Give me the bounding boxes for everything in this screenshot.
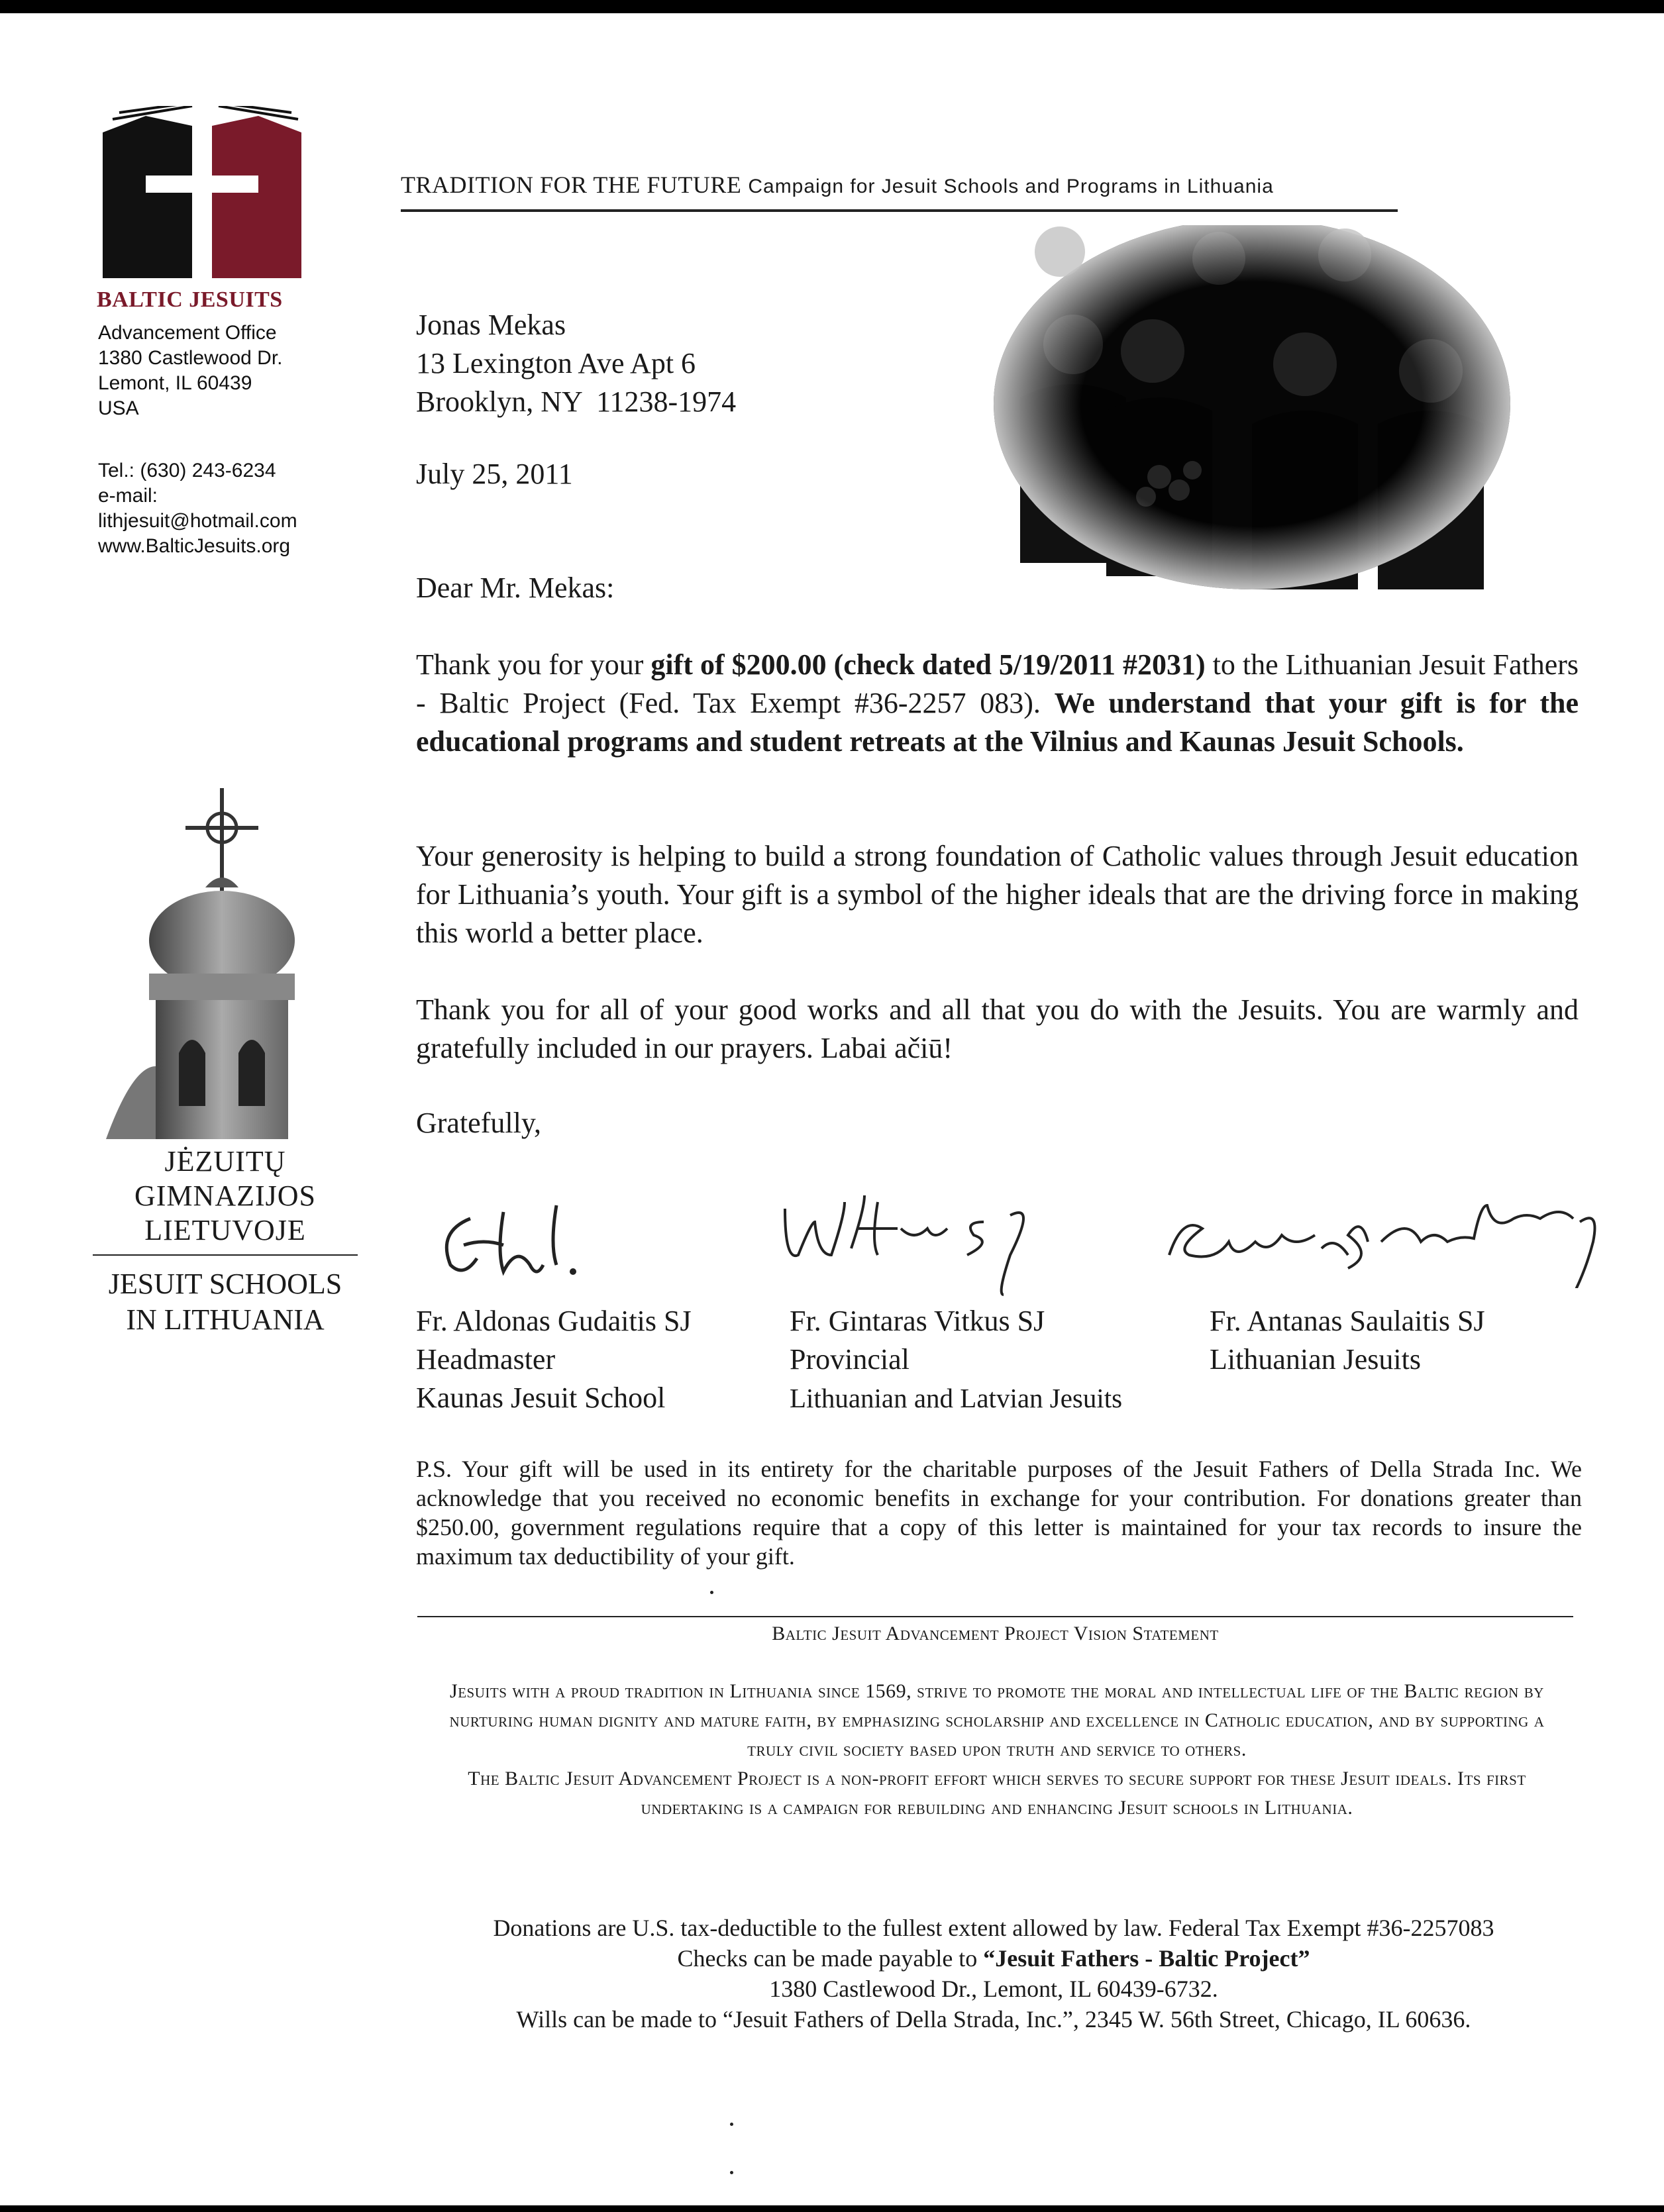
vision-paragraph-2: The Baltic Jesuit Advancement Project is a non-profit effort which serves to secure support for these Jesuit ideals. Its first undertaking is a campaign for rebuilding and enhancing Jesuit schools in Lithuania. [468, 1768, 1526, 1819]
campaign-subtitle: Campaign for Jesuit Schools and Programs in Lithuania [748, 176, 1274, 197]
signer-dept: Lithuanian and Latvian Jesuits [790, 1383, 1123, 1413]
gift-amount: gift of $200.00 (check dated 5/19/2011 #2031) [650, 648, 1206, 681]
postscript: P.S. Your gift will be used in its entirety for the charitable purposes of the Jesuit Fathers of Della Strada Inc. We acknowledge that you received no economic benefits in exchange for your contribution. For donations greater than $250.00, government regulations require that a copy of this letter is maintained for your tax records to insure the maximum tax deductibility of your gift. [416, 1456, 1582, 1570]
scan-speck [710, 1591, 713, 1594]
org-contact: Tel.: (630) 243-6234 e-mail: lithjesuit@hotmail.com www.BalticJesuits.org [98, 460, 297, 557]
signature-saulaitis [1156, 1202, 1620, 1288]
closing: Gratefully, [416, 1107, 541, 1139]
signature-vitkus [772, 1189, 1057, 1301]
vision-title: Baltic Jesuit Advancement Project Vision Statement [772, 1623, 1219, 1644]
letter-date: July 25, 2011 [416, 458, 573, 490]
donation-line-3: 1380 Castlewood Dr., Lemont, IL 60439-6732. [769, 1976, 1218, 2002]
donation-line-2 [397, 1943, 1590, 1974]
scan-top-border [0, 0, 1664, 13]
scan-speck [730, 2171, 733, 2174]
signer-name: Fr. Gintaras Vitkus SJ [790, 1305, 1045, 1337]
signer-title: Provincial [790, 1343, 910, 1376]
scan-bottom-border [0, 2205, 1664, 2212]
school-name-english: JESUIT SCHOOLS IN LITHUANIA [108, 1268, 342, 1336]
footer-rule [417, 1616, 1573, 1617]
letterhead-title [401, 171, 1274, 199]
school-name-lithuanian: JĖZUITŲ GIMNAZIJOS LIETUVOJE [134, 1145, 316, 1246]
salutation: Dear Mr. Mekas: [416, 572, 615, 604]
org-name: BALTIC JESUITS [97, 287, 283, 312]
signer-name: Fr. Antanas Saulaitis SJ [1210, 1305, 1485, 1337]
church-tower-illustration [106, 788, 351, 1139]
text-run: Checks can be made payable to [677, 1945, 984, 1972]
text-run: to the Lithuanian Jesuit Fathers - Baltic Project (Fed. Tax Exempt #36-2257 083). [416, 648, 1579, 719]
donation-info [397, 1913, 1590, 2035]
org-address: Advancement Office 1380 Castlewood Dr. Lemont, IL 60439 USA [98, 322, 283, 419]
signer-vitkus [790, 1302, 1122, 1417]
vision-paragraph-1: Jesuits with a proud tradition in Lithuania since 1569, strive to promote the moral and intellectual life of the Baltic region by nurturing human dignity and mature faith, by emphasizing scholarship and excellence in Catholic education, and by supporting a truly civil society based upon truth and service to others. [449, 1680, 1545, 1760]
paragraph-generosity: Your generosity is helping to build a strong foundation of Catholic values through Jesuit education for Lithuania’s youth. Your gift is a symbol of the higher ideals that are the driving force in making this world a better place. [416, 840, 1579, 949]
donation-line-4: Wills can be made to “Jesuit Fathers of Della Strada, Inc.”, 2345 W. 56th Street, Chicago, IL 60636. [516, 2006, 1471, 2033]
signer-gudaitis [416, 1302, 692, 1417]
signer-dept: Kaunas Jesuit School [416, 1382, 666, 1414]
baltic-jesuits-logo [99, 106, 305, 285]
recipient-address: Jonas Mekas 13 Lexington Ave Apt 6 Brooklyn, NY 11238-1974 [416, 309, 737, 418]
payee-name: “Jesuit Fathers - Baltic Project” [983, 1945, 1310, 1972]
gift-purpose: We understand that your gift is for the educational programs and student retreats at the Vilnius and Kaunas Jesuit Schools. [416, 687, 1579, 758]
header-rule [401, 209, 1398, 212]
signer-title: Headmaster [416, 1343, 556, 1376]
campaign-title: TRADITION FOR THE FUTURE [401, 172, 742, 198]
students-photo [994, 225, 1510, 593]
signer-saulaitis [1210, 1302, 1485, 1379]
signer-name: Fr. Aldonas Gudaitis SJ [416, 1305, 692, 1337]
signature-gudaitis [431, 1192, 590, 1291]
text-run: Thank you for your [416, 648, 651, 681]
signer-title: Lithuanian Jesuits [1210, 1343, 1421, 1376]
scan-speck [730, 2123, 733, 2126]
paragraph-gift [416, 646, 1579, 761]
vision-statement [437, 1677, 1557, 1823]
divider [93, 1254, 358, 1256]
paragraph-thanks: Thank you for all of your good works and all that you do with the Jesuits. You are warmly and gratefully included in our prayers. Labai ačiū! [416, 993, 1579, 1064]
donation-line-1: Donations are U.S. tax-deductible to the fullest extent allowed by law. Federal Tax Exempt #36-2257083 [493, 1915, 1494, 1941]
